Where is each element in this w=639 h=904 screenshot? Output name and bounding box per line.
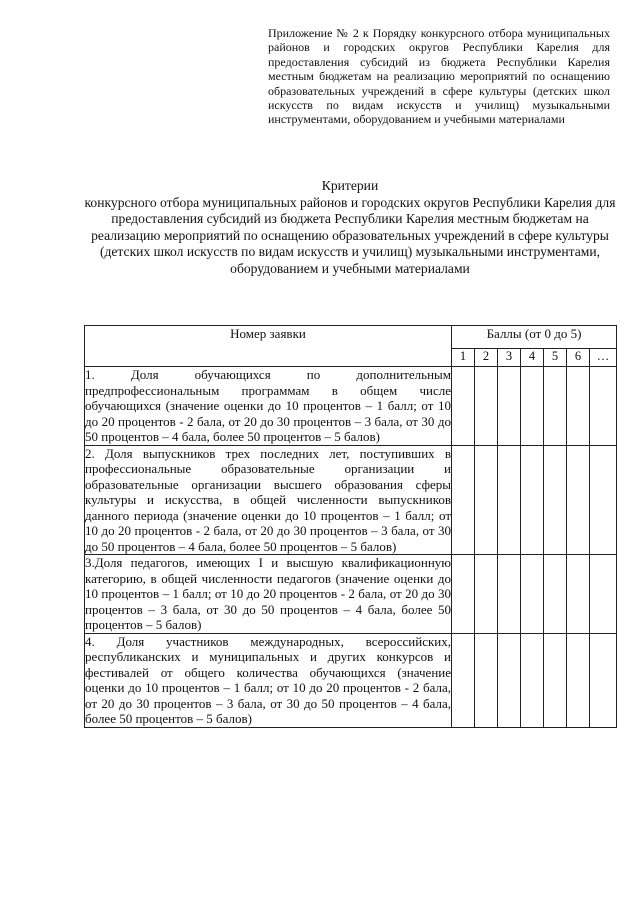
score-cell[interactable] [590, 633, 617, 727]
score-cell[interactable] [544, 445, 567, 555]
score-cell[interactable] [452, 633, 475, 727]
score-column-1: 1 [452, 349, 475, 367]
header-scores: Баллы (от 0 до 5) [452, 326, 617, 349]
score-cell[interactable] [452, 367, 475, 446]
score-cell[interactable] [521, 633, 544, 727]
score-cell[interactable] [498, 367, 521, 446]
score-column-4: 4 [521, 349, 544, 367]
score-column-3: 3 [498, 349, 521, 367]
score-cell[interactable] [498, 555, 521, 634]
score-cell[interactable] [567, 367, 590, 446]
score-cell[interactable] [590, 555, 617, 634]
criterion-row [85, 633, 617, 727]
criterion-row [85, 445, 617, 555]
score-cell[interactable] [498, 445, 521, 555]
criteria-table [84, 325, 617, 728]
score-cell[interactable] [544, 555, 567, 634]
title-subtitle: конкурсного отбора муниципальных районов и городских округов Республики Карелия для предоставления субсидий из бюджета Республики Карелия местным бюджетам на реализацию мероприятий по оснащению образовательных учреждений в сфере культуры (детских школ искусств по видам искусств и училищ) музыкальными инструментами, оборудованием и учебными материалами [84, 194, 616, 276]
score-cell[interactable] [521, 445, 544, 555]
score-cell[interactable] [498, 633, 521, 727]
document-title [80, 178, 620, 278]
header-row [85, 326, 617, 349]
score-cell[interactable] [475, 445, 498, 555]
score-cell[interactable] [475, 555, 498, 634]
score-cell[interactable] [567, 555, 590, 634]
score-cell[interactable] [452, 555, 475, 634]
score-column-5: 5 [544, 349, 567, 367]
score-cell[interactable] [475, 633, 498, 727]
score-cell[interactable] [544, 633, 567, 727]
score-column-2: 2 [475, 349, 498, 367]
score-cell[interactable] [544, 367, 567, 446]
score-cell[interactable] [521, 555, 544, 634]
criterion-text: 3.Доля педагогов, имеющих I и высшую квалификационную категорию, в общей численности педагогов (значение оценки до 10 процентов – 1 балл; от 10 до 20 процентов - 2 бала, от 20 до 30 процентов – 3 бала, от 30 до 50 процентов – 4 бала, более 50 процентов – 5 балов) [85, 555, 451, 632]
score-cell[interactable] [475, 367, 498, 446]
score-cell[interactable] [452, 445, 475, 555]
criterion-text: 2. Доля выпускников трех последних лет, поступивших в профессиональные образовательные организации и образовательные организации высшего образования сферы культуры и искусства, в общей численности выпускников данного периода (значение оценки до 10 процентов – 1 балл; от 10 до 20 процентов - 2 бала, от 20 до 30 процентов – 3 бала, от 30 до 50 процентов – 4 бала, более 50 процентов – 5 балов) [85, 445, 451, 554]
criterion-text: 1. Доля обучающихся по дополнительным предпрофессиональным программам в общем числе обучающихся (значение оценки до 10 процентов – 1 балл; от 10 до 20 процентов - 2 бала, от 20 до 30 процентов – 3 бала, от 30 до 50 процентов – 4 бала, более 50 процентов – 5 балов) [85, 367, 451, 444]
score-cell[interactable] [567, 445, 590, 555]
score-cell[interactable] [590, 445, 617, 555]
score-cell[interactable] [590, 367, 617, 446]
criterion-row [85, 555, 617, 634]
annex-note: Приложение № 2 к Порядку конкурсного отбора муниципальных районов и городских округов Республики Карелия для предоставления субсидий из бюджета Республики Карелия местным бюджетам на реализацию мероприятий по оснащению образовательных учреждений в сфере культуры (детских школ искусств по видам искусств и училищ) музыкальными инструментами, оборудованием и учебными материалами [268, 26, 610, 127]
header-application-number: Номер заявки [85, 326, 452, 367]
score-cell[interactable] [567, 633, 590, 727]
criterion-text: 4. Доля участников международных, всероссийских, республиканских и муниципальных и других конкурсов и фестивалей от общего количества обучающихся (значение оценки до 10 процентов – 1 балл; от 10 до 20 процентов - 2 бала, от 20 до 30 процентов – 3 бала, от 30 до 50 процентов – 4 бала, более 50 процентов – 5 балов) [85, 633, 451, 726]
score-column-7: … [590, 349, 617, 367]
score-column-6: 6 [567, 349, 590, 367]
score-cell[interactable] [521, 367, 544, 446]
title-heading: Критерии [321, 178, 379, 193]
criterion-row [85, 367, 617, 446]
